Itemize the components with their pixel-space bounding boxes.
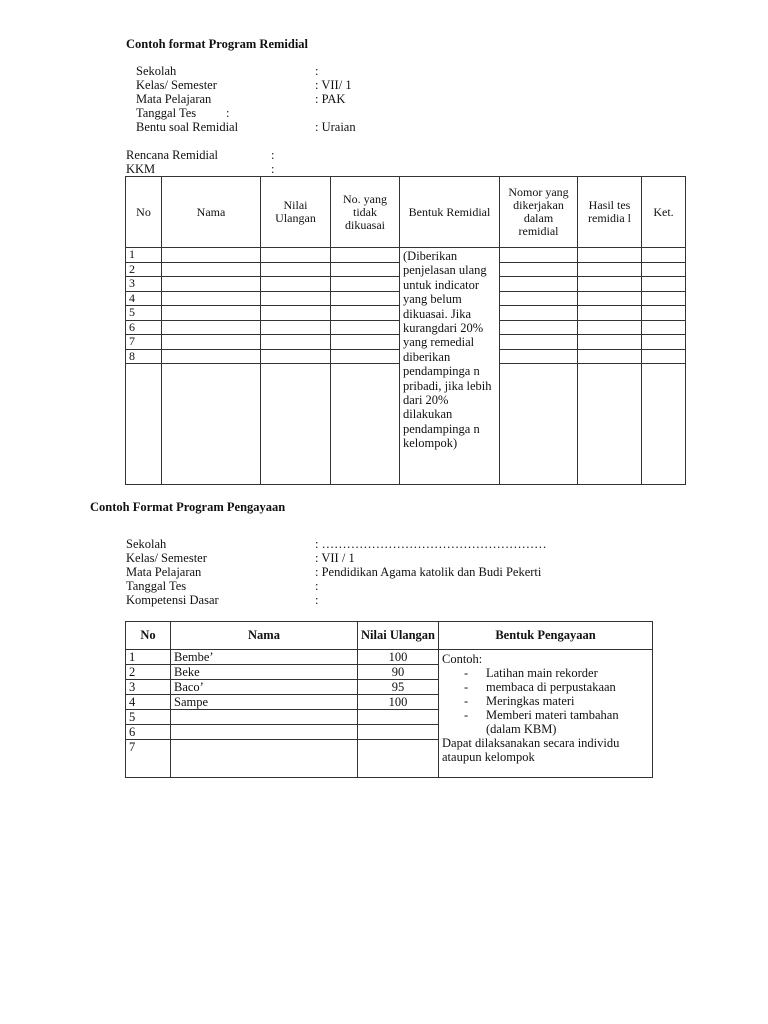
row-nilai: [358, 725, 439, 740]
row-nama: Beke: [171, 665, 358, 680]
row-nama: [171, 725, 358, 740]
enrichment-title: Contoh Format Program Pengayaan: [90, 500, 286, 514]
header-no: No: [126, 622, 171, 650]
row-no: 3: [126, 680, 171, 695]
field-label: Kompetensi Dasar: [126, 593, 219, 607]
row-nama: [171, 740, 358, 778]
row-nilai: 95: [358, 680, 439, 695]
field-label: Kelas/ Semester: [136, 78, 217, 92]
row-no: 6: [126, 320, 162, 335]
field-label: Tanggal Tes: [126, 579, 187, 593]
field-value: : Uraian: [315, 120, 356, 134]
field-value: : ………………………………………………: [315, 537, 547, 551]
list-item: - Meringkas materi: [442, 694, 649, 708]
row-nilai: [358, 740, 439, 778]
row-nilai: 100: [358, 650, 439, 665]
header-hasil: Hasil tes remidia l: [578, 177, 642, 248]
row-nama: Sampe: [171, 695, 358, 710]
row-no: 8: [126, 349, 162, 364]
row-no: 1: [126, 650, 171, 665]
list-item: - membaca di perpustakaan: [442, 680, 649, 694]
header-bentuk: Bentuk Remidial: [400, 177, 500, 248]
field-label: Sekolah: [126, 537, 167, 551]
list-item: - Latihan main rekorder: [442, 666, 649, 680]
row-no: 5: [126, 306, 162, 321]
row-nilai: 100: [358, 695, 439, 710]
remedial-table: [125, 176, 686, 485]
row-no: 7: [126, 335, 162, 350]
field-value: : VII/ 1: [315, 78, 352, 92]
row-no: 5: [126, 710, 171, 725]
header-nilai: Nilai Ulangan: [358, 622, 439, 650]
header-nama: Nama: [171, 622, 358, 650]
row-nama: Bembe’: [171, 650, 358, 665]
activity-list: [442, 666, 649, 736]
enrichment-table: [125, 621, 653, 778]
row-no: 1: [126, 248, 162, 263]
header-bentuk: Bentuk Pengayaan: [439, 622, 653, 650]
field-label: Tanggal Tes: [136, 106, 197, 120]
field-value: :: [315, 593, 319, 607]
row-no: 3: [126, 277, 162, 292]
field-value: : VII / 1: [315, 551, 355, 565]
enrichment-activities: [439, 650, 653, 778]
field-label: Mata Pelajaran: [136, 92, 212, 106]
field-value: :: [315, 64, 319, 78]
row-no: 4: [126, 291, 162, 306]
field-label: Mata Pelajaran: [126, 565, 202, 579]
header-nomor: Nomor yang dikerjakan dalam remidial: [500, 177, 578, 248]
row-no: 2: [126, 665, 171, 680]
header-no: No: [126, 177, 162, 248]
table-header-row: [126, 177, 686, 248]
kkm-label: KKM: [126, 162, 156, 176]
remedial-title: Contoh format Program Remidial: [126, 37, 309, 51]
activity-intro: Contoh:: [442, 652, 483, 666]
table-row: [126, 650, 653, 665]
field-label: Bentu soal Remidial: [136, 120, 239, 134]
table-header-row: [126, 622, 653, 650]
row-nama: Baco’: [171, 680, 358, 695]
field-value: : Pendidikan Agama katolik dan Budi Pekerti: [315, 565, 542, 579]
row-no: 6: [126, 725, 171, 740]
kkm-value: :: [271, 162, 275, 176]
field-label: Kelas/ Semester: [126, 551, 207, 565]
header-nilai: Nilai Ulangan: [261, 177, 331, 248]
field-value: :: [315, 579, 319, 593]
header-no-tidak: No. yang tidak dikuasai: [331, 177, 400, 248]
remedial-note: (Diberikan penjelasan ulang untuk indicator yang belum dikuasai. Jika kurangdari 20% yang remedial diberikan pendampinga n pribadi, jika lebih dari 20% dilakukan pendampinga n kelompok): [400, 248, 500, 485]
row-nama: [171, 710, 358, 725]
row-no: 7: [126, 740, 171, 778]
row-no: 2: [126, 262, 162, 277]
row-no: 4: [126, 695, 171, 710]
plan-label: Rencana Remidial: [126, 148, 218, 162]
activity-outro: Dapat dilaksanakan secara individu ataupun kelompok: [442, 736, 620, 764]
plan-value: :: [271, 148, 275, 162]
header-nama: Nama: [162, 177, 261, 248]
field-value: :: [226, 106, 230, 120]
list-item: - Memberi materi tambahan (dalam KBM): [442, 708, 649, 736]
field-label: Sekolah: [136, 64, 177, 78]
field-value: : PAK: [315, 92, 346, 106]
table-row: [126, 248, 686, 263]
row-nilai: 90: [358, 665, 439, 680]
row-nilai: [358, 710, 439, 725]
header-ket: Ket.: [642, 177, 686, 248]
